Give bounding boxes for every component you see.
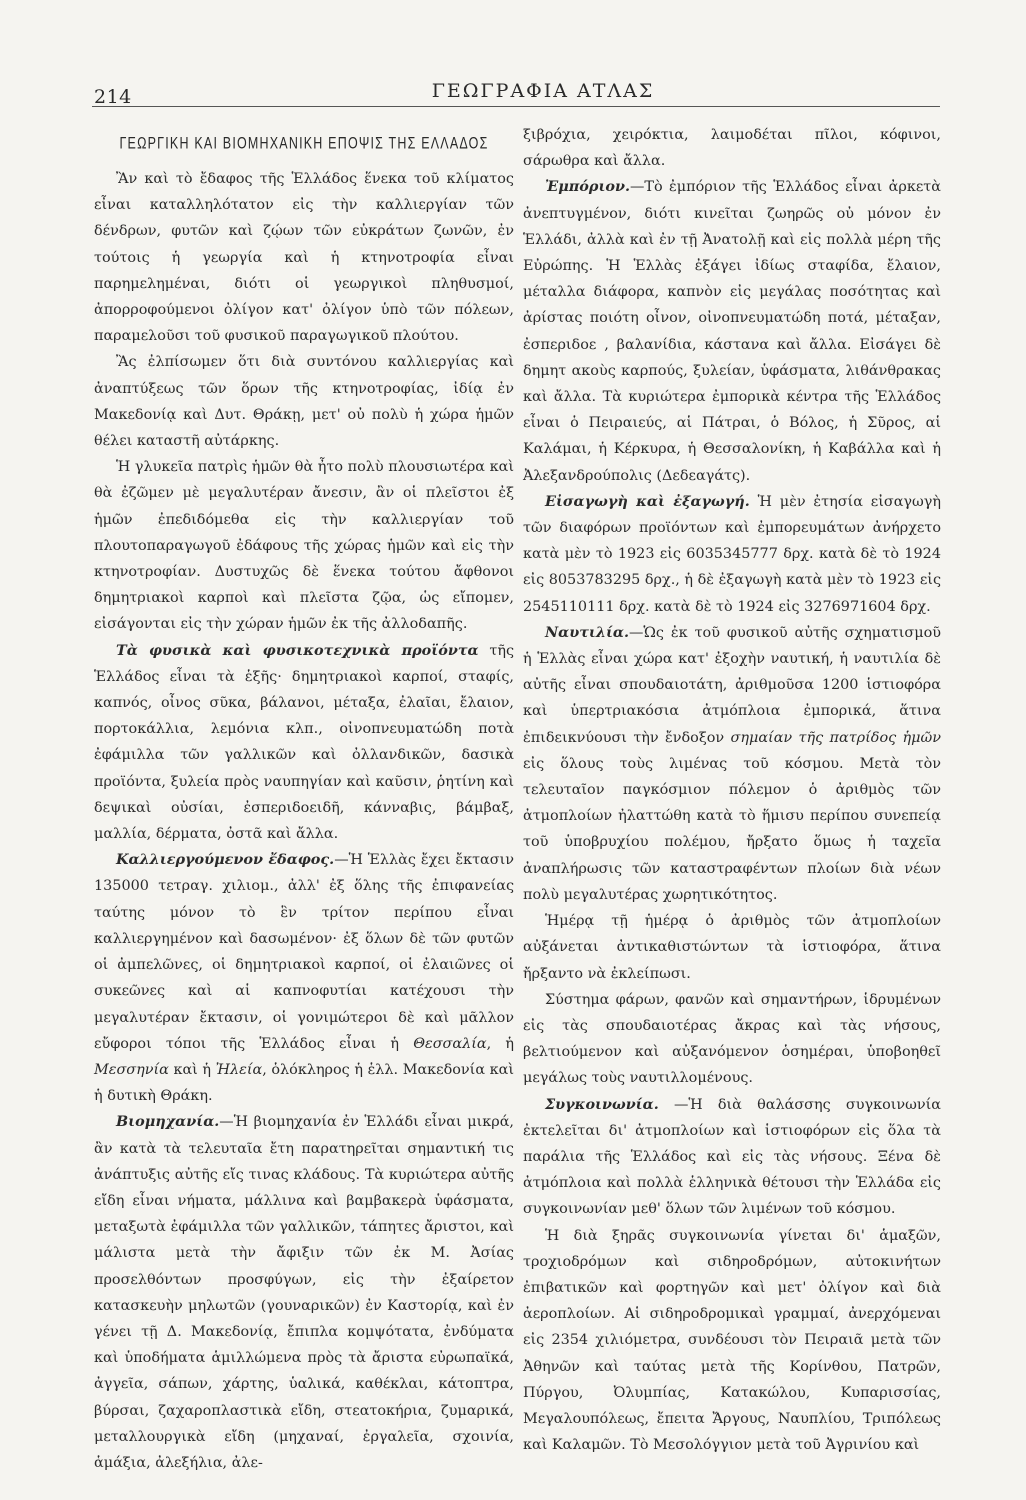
italic-place: Θεσσαλία — [413, 1035, 487, 1052]
paragraph-text: τῆς Ἑλλάδος εἶναι τὰ ἑξῆς· δημητριακοὶ καρποί, σταφίς, καπνός, οἶνος σῦκα, βάλανοι, μέταξα, ἐλαῖαι, ἔλαιον, πορτοκάλλια, λεμόνια κλπ., οἰνοπνευματώδη ποτὰ ἐφάμιλλα τῶν γαλλικῶν καὶ ὀλλανδικῶν, δασικὰ προϊόντα, ξυλεία πρὸς ναυπηγίαν καὶ καῦσιν, ῥητίνη καὶ δεψικαὶ οὐσίαι, ἐσπεριδοειδῆ, κάνναβις, βάμβαξ, μαλλία, δέρματα, ὀστᾶ καὶ ἄλλα. — [94, 642, 514, 843]
paragraph-text: , ἡ — [486, 1035, 514, 1052]
paragraph: Ἡ διὰ ξηρᾶς συγκοινωνία γίνεται δι' ἁμαξῶν, τροχιοδρόμων καὶ σιδηροδρόμων, αὐτοκινήτων ἐπιβατικῶν καὶ φορτηγῶν καὶ μετ' ὀλίγον καὶ διὰ ἀεροπλοίων. Αἱ σιδηροδρομικαὶ γραμμαί, ἀνερχόμεναι εἰς 2354 χιλιόμετρα, συνδέουσι τὸν Πειραιᾶ μετὰ τῶν Ἀθηνῶν καὶ ταύτας μετὰ τῆς Κορίνθου, Πατρῶν, Πύργου, Ὀλυμπίας, Κατακώλου, Κυπαρισσίας, Μεγαλουπόλεως, ἔπειτα Ἄργους, Ναυπλίου, Τριπόλεως καὶ Καλαμῶν. Τὸ Μεσολόγγιον μετὰ τοῦ Ἀγρινίου καὶ — [523, 1227, 941, 1454]
paragraph-text: , ὁλόκληρος ἡ ἑλλ. Μακεδονία καὶ ἡ δυτικὴ Θράκη. — [94, 1061, 514, 1105]
paragraph-keyword: Εἰσαγωγὴ καὶ ἐξαγωγή. — [545, 492, 750, 510]
paragraph — [523, 620, 941, 908]
right-column — [523, 122, 941, 1458]
paragraph-keyword: Ἐμπόριον. — [545, 178, 630, 196]
italic-place: Ἠλεία — [215, 1061, 263, 1078]
italic-phrase: σημαίαν τῆς πατρίδος ἡμῶν — [730, 729, 941, 746]
paragraph-text: —Ἡ διὰ θαλάσσης συγκοινωνία ἐκτελεῖται δι' ἀτμοπλοίων καὶ ἱστιοφόρων εἰς ὅλα τὰ παράλια τῆς Ἑλλάδος καὶ εἰς τὰς νήσους. Ξένα δὲ ἀτμόπλοια καὶ πολλὰ ἑλληνικὰ θέτουσι τὴν Ἑλλάδα εἰς συγκοινωνίαν μεθ' ὅλων τῶν λιμένων τοῦ κόσμου. — [523, 1096, 941, 1218]
paragraph-text: —Τὸ ἐμπόριον τῆς Ἑλλάδος εἶναι ἀρκετὰ ἀνεπτυγμένον, διότι κινεῖται ζωηρῶς οὐ μόνον ἐν Ἑλλάδι, ἀλλὰ καὶ ἐν τῇ Ἀνατολῇ καὶ εἰς πολλὰ μέρη τῆς Εὐρώπης. Ἡ Ἑλλὰς ἐξάγει ἰδίως σταφίδα, ἔλαιον, μέταλλα διάφορα, καπνὸν εἰς μεγάλας ποσότητας καὶ ἀρίστας ποιότη οἶνον, οἰνοπνευματώδη ποτά, μέταξαν, ἐσπεριδοε , βαλανίδια, κάστανα καὶ ἄλλα. Εἰσάγει δὲ δημητ ακοὺς καρπούς, ξυλείαν, ὑφάσματα, λιθάνθρακας καὶ ἄλλα. Τὰ κυριώτερα ἐμπορικὰ κέντρα τῆς Ἑλλάδος εἶναι ὁ Πειραιεύς, αἱ Πάτραι, ὁ Βόλος, ἡ Σῦρος, αἱ Καλάμαι, ἡ Κέρκυρα, ἡ Θεσσαλονίκη, ἡ Καβάλλα καὶ ἡ Ἀλεξανδρούπολις (Δεδεαγάτς). — [523, 179, 941, 484]
paragraph: Ἂν καὶ τὸ ἔδαφος τῆς Ἑλλάδος ἕνεκα τοῦ κλίματος εἶναι καταλληλότατον εἰς τὴν καλλιεργίαν τῶν δένδρων, φυτῶν καὶ ζῴων τῶν εὐκράτων ζωνῶν, ἐν τούτοις ἡ γεωργία καὶ ἡ κτηνοτροφία εἶναι παρημελημέναι, διότι οἱ γεωργικοὶ πληθυσμοί, ἀπορροφούμενοι ὀλίγον κατ' ὀλίγον ὑπὸ τῶν πόλεων, παραμελοῦσι τοῦ φυσικοῦ παραγωγικοῦ πλούτου. — [94, 171, 514, 345]
paragraph-keyword: Τὰ φυσικὰ καὶ φυσικοτεχνικὰ προϊόντα — [116, 641, 479, 659]
paragraph-text: εἰς ὅλους τοὺς λιμένας τοῦ κόσμου. Μετὰ τὸν τελευταῖον παγκόσμιον πόλεμον ὁ ἀριθμὸς τῶν ἀτμοπλοίων ἠλαττώθη κατὰ τὸ ἥμισυ περίπου συνεπείᾳ τοῦ ὑποβρυχίου πολέμου, ἤρξατο ὅμως ἡ ταχεῖα ἀναπλήρωσις τῶν καταστραφέντων πλοίων διὰ νέων πολὺ μεγαλυτέρας χωρητικότητος. — [523, 755, 941, 903]
paragraph — [94, 1109, 514, 1476]
paragraph-text: —Ὡς ἐκ τοῦ φυσικοῦ αὐτῆς σχηματισμοῦ ἡ Ἑλλὰς εἶναι χώρα κατ' ἐξοχὴν ναυτική, ἡ ναυτιλία δὲ αὐτῆς εἶναι σπουδαιοτάτη, ἀριθμοῦσα 1200 ἱστιοφόρα καὶ ὑπερτριακόσια ἀτμόπλοια ἐμπορικά, ἅτινα ἐπιδεικνύουσι τὴν ἔνδοξον — [523, 624, 941, 746]
paragraph: Σύστημα φάρων, φανῶν καὶ σημαντήρων, ἱδρυμένων εἰς τὰς σπουδαιοτέρας ἄκρας καὶ τὰς νήσους, βελτιούμενον καὶ αὐξανόμενον ὁσημέραι, ὑποβοηθεῖ μεγάλως τοὺς ναυτιλλομένους. — [523, 991, 941, 1087]
paragraph-keyword: Καλλιεργούμενον ἔδαφος. — [116, 851, 335, 869]
paragraph — [523, 1092, 941, 1223]
paragraph: Ἡμέρᾳ τῇ ἡμέρᾳ ὁ ἀριθμὸς τῶν ἀτμοπλοίων αὐξάνεται ἀντικαθιστώντων τὰ ἱστιοφόρα, ἅτινα ἤρξαντο νὰ ἐκλείπωσι. — [523, 913, 941, 982]
paragraph-keyword: Βιομηχανία. — [116, 1113, 220, 1131]
paragraph — [94, 638, 514, 848]
header-rule — [92, 106, 940, 107]
paragraph-text: —Ἡ Ἑλλὰς ἔχει ἔκτασιν 135000 τετραγ. χιλιομ., ἀλλ' ἐξ ὅλης τῆς ἐπιφανείας ταύτης μόνον τὸ ἓν τρίτον περίπου εἶναι καλλιεργημένον καὶ δασωμένον· ἐξ ὅλων δὲ τῶν φυτῶν οἱ ἀμπελῶνες, οἱ δημητριακοὶ καρποί, οἱ ἐλαιῶνες οἱ συκεῶνες καὶ αἱ καπνοφυτίαι κατέχουσι τὴν μεγαλυτέραν ἔκτασιν, οἱ γονιμώτεροι δὲ καὶ μᾶλλον εὔφοροι τόποι τῆς Ἑλλάδος εἶναι ἡ — [94, 852, 514, 1052]
paragraph-text: καὶ ἡ — [168, 1061, 216, 1078]
italic-place: Μεσσηνία — [94, 1061, 169, 1078]
paragraph-text: —Ἡ βιομηχανία ἐν Ἑλλάδι εἶναι μικρά, ἂν κατὰ τὰ τελευταῖα ἔτη παρατηρεῖται σημαντική τις ἀνάπτυξις αὐτῆς εἴς τινας κλάδους. Τὰ κυριώτερα αὐτῆς εἴδη εἶναι νήματα, μάλλινα καὶ βαμβακερὰ ὑφάσματα, μεταξωτὰ ἐφάμιλλα τῶν γαλλικῶν, τάπητες ἄριστοι, καὶ μάλιστα μετὰ τὴν ἄφιξιν τῶν ἐκ Μ. Ἀσίας προσελθόντων προσφύγων, εἰς τὴν ἐξαίρετον κατασκευὴν μηλωτῶν (γουναρικῶν) ἐν Καστορίᾳ, καὶ ἐν γένει τῇ Δ. Μακεδονίᾳ, ἔπιπλα κομψότατα, ἐνδύματα καὶ ὑποδήματα ἁμιλλώμενα πρὸς τὰ ἄριστα εὐρωπαϊκά, ἀγγεῖα, σάπων, χάρτης, ὑαλικά, καθέκλαι, κάτοπτρα, βύρσαι, ζαχαροπλαστικὰ εἴδη, στεατοκήρια, ζυμαρικά, μεταλλουργικὰ εἴδη (μηχαναί, ἐργαλεῖα, σχοινία, ἁμάξια, ἀλεξήλια, ἀλε- — [94, 1114, 514, 1471]
left-column — [94, 122, 514, 1476]
paragraph-keyword: Ναυτιλία. — [545, 623, 629, 641]
paragraph: ξιβρόχια, χειρόκτια, λαιμοδέται πῖλοι, κόφινοι, σάρωθρα καὶ ἄλλα. — [523, 127, 941, 170]
paragraph — [94, 847, 514, 1109]
paragraph: Ἡ γλυκεῖα πατρὶς ἡμῶν θὰ ἦτο πολὺ πλουσιωτέρα καὶ θὰ ἐζῶμεν μὲ μεγαλυτέραν ἄνεσιν, ἂν οἱ πλεῖστοι ἐξ ἡμῶν ἐπεδιδόμεθα εἰς τὴν καλλιεργίαν τοῦ πλουτοπαραγωγοῦ ἐδάφους τῆς χώρας ἡμῶν καὶ εἰς τὴν κτηνοτροφίαν. Δυστυχῶς δὲ ἕνεκα τούτου ἄφθονοι δημητριακοὶ καρποὶ καὶ πλεῖστα ζῷα, ὡς εἴπομεν, εἰσάγονται εἰς τὴν χώραν ἡμῶν ἐκ τῆς ἀλλοδαπῆς. — [94, 459, 514, 633]
paragraph-keyword: Συγκοινωνία. — [545, 1095, 659, 1113]
paragraph — [523, 174, 941, 488]
paragraph — [523, 489, 941, 620]
paragraph-text: Ἡ μὲν ἐτησία εἰσαγωγὴ τῶν διαφόρων προϊόντων καὶ ἐμπορευμάτων ἀνήρχετο κατὰ μὲν τὸ 1923 εἰς 6035345777 δρχ. κατὰ δὲ τὸ 1924 εἰς 8053783295 δρχ., ἡ δὲ ἐξαγωγὴ κατὰ μὲν τὸ 1923 εἰς 2545110111 δρχ. κατὰ δὲ τὸ 1924 εἰς 3276971604 δρχ. — [523, 493, 942, 615]
section-title: ΓΕΩΡΓΙΚΗ ΚΑΙ ΒΙΟΜΗΧΑΝΙΚΗ ΕΠΟΨΙΣ ΤΗΣ ΕΛΛΑΔΟΣ — [119, 133, 489, 153]
running-title: ΓΕΩΓΡΑΦΙΑ ΑΤΛΑΣ — [431, 80, 655, 102]
page-number: 214 — [94, 86, 132, 108]
paragraph: Ἂς ἐλπίσωμεν ὅτι διὰ συντόνου καλλιεργίας καὶ ἀναπτύξεως τῶν ὅρων τῆς κτηνοτροφίας, ἰδίᾳ ἐν Μακεδονίᾳ καὶ Δυτ. Θράκῃ, μετ' οὐ πολὺ ἡ χώρα ἡμῶν θέλει καταστῆ αὐτάρκης. — [94, 354, 514, 450]
